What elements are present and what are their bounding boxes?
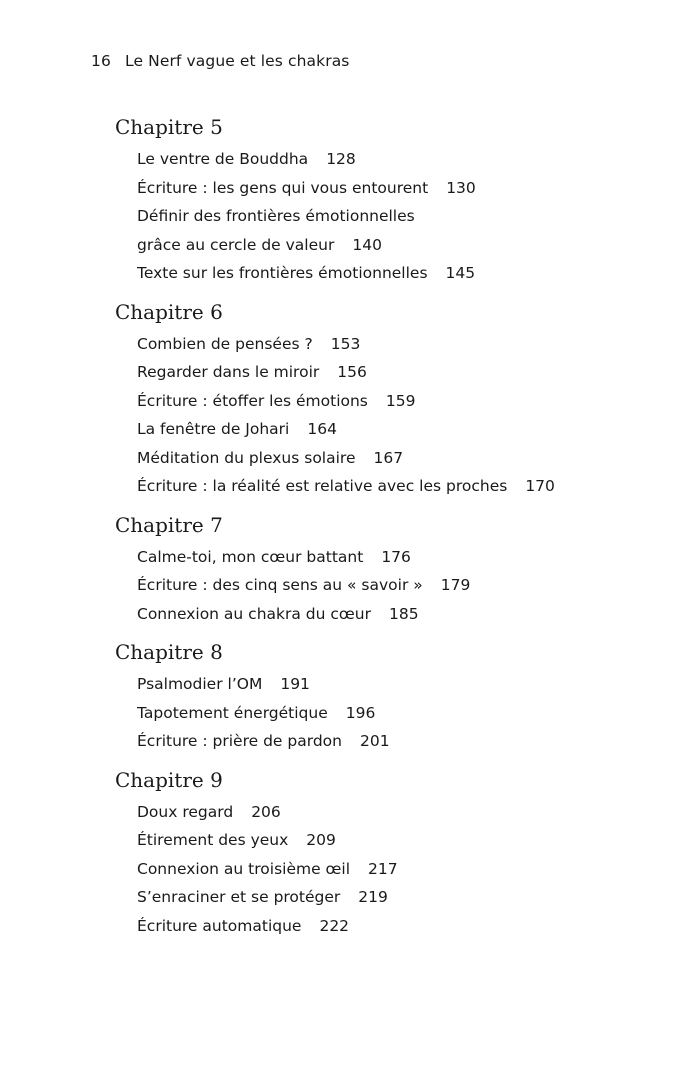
entry-title: Connexion au troisième œil — [137, 859, 351, 878]
toc-entry — [115, 571, 675, 600]
toc-entry — [115, 387, 675, 416]
entry-title: Psalmodier l’OM — [137, 675, 263, 693]
entry-page: 185 — [388, 604, 419, 623]
entry-title: Écriture : les gens qui vous entourent — [137, 178, 429, 197]
book-title: Le Nerf vague et les chakras — [125, 52, 350, 70]
entry-title: Doux regard — [137, 802, 234, 821]
entry-title: Combien de pensées ? — [137, 334, 313, 353]
toc-entry — [115, 883, 675, 912]
entry-page: 153 — [330, 334, 361, 353]
entry-title: Texte sur les frontières émotionnelles — [137, 264, 428, 282]
entry-page: 206 — [251, 802, 281, 821]
entry-title: Méditation du plexus solaire — [137, 448, 356, 467]
entry-page: 156 — [337, 363, 367, 381]
chapter-title: Chapitre 8 — [115, 640, 223, 664]
page-number: 16 — [91, 52, 111, 70]
chapter-title: Chapitre 9 — [115, 767, 223, 792]
chapter-title: Chapitre 5 — [115, 115, 223, 139]
toc-entry — [115, 670, 675, 699]
toc-entry — [115, 543, 675, 572]
toc-entry — [115, 259, 675, 288]
entry-title: Écriture : la réalité est relative avec les proches — [137, 477, 508, 495]
entry-page: 222 — [319, 916, 350, 935]
toc-entry — [115, 855, 675, 884]
entry-title: Le ventre de Bouddha — [137, 150, 309, 168]
toc-entry — [115, 444, 675, 473]
toc-entry — [115, 330, 675, 359]
entry-title: Écriture : des cinq sens au « savoir » — [137, 576, 423, 594]
entry-title: Écriture : prière de pardon — [137, 732, 342, 750]
entry-page: 159 — [385, 391, 416, 410]
toc-entry — [115, 358, 675, 387]
entry-title: Écriture : étoffer les émotions — [137, 391, 368, 410]
chapter-title: Chapitre 6 — [115, 299, 223, 324]
entry-title: Étirement des yeux — [137, 831, 289, 849]
toc-entry — [115, 472, 675, 501]
entry-title: grâce au cercle de valeur — [137, 235, 335, 254]
table-of-contents — [115, 112, 675, 949]
entry-page: 170 — [525, 477, 555, 495]
toc-entry — [115, 912, 675, 941]
toc-entry — [115, 727, 675, 756]
chapter-6 — [115, 297, 675, 501]
toc-entry — [115, 600, 675, 629]
entry-page: 191 — [280, 675, 310, 693]
toc-entry — [115, 826, 675, 855]
entry-page: 130 — [446, 178, 476, 197]
entry-page: 219 — [358, 888, 388, 906]
toc-entry — [115, 415, 675, 444]
entry-title: Définir des frontières émotionnelles — [137, 207, 415, 225]
chapter-title: Chapitre 7 — [115, 512, 223, 537]
entry-page: 145 — [445, 264, 476, 282]
toc-entry — [115, 798, 675, 827]
toc-entry — [115, 231, 675, 260]
toc-entry — [115, 699, 675, 728]
entry-page: 128 — [326, 150, 356, 168]
toc-entry — [115, 174, 675, 203]
chapter-8 — [115, 637, 675, 756]
entry-title: S’enraciner et se protéger — [137, 888, 341, 906]
entry-page: 209 — [306, 831, 336, 849]
entry-page: 179 — [440, 576, 471, 594]
running-header — [91, 52, 349, 70]
entry-title: La fenêtre de Johari — [137, 420, 290, 438]
entry-page: 176 — [381, 547, 411, 566]
entry-page: 201 — [359, 732, 390, 750]
entry-title: Écriture automatique — [137, 916, 302, 935]
chapter-5 — [115, 112, 675, 288]
entry-page: 217 — [368, 859, 398, 878]
entry-title: Calme-toi, mon cœur battant — [137, 547, 364, 566]
chapter-7 — [115, 510, 675, 629]
chapter-9 — [115, 765, 675, 941]
entry-page: 140 — [352, 235, 382, 254]
toc-entry — [115, 202, 675, 231]
entry-page: 164 — [307, 420, 337, 438]
toc-entry — [115, 145, 675, 174]
entry-title: Connexion au chakra du cœur — [137, 604, 371, 623]
entry-title: Regarder dans le miroir — [137, 363, 320, 381]
entry-page: 167 — [373, 448, 404, 467]
entry-title: Tapotement énergétique — [137, 703, 328, 722]
entry-page: 196 — [345, 703, 376, 722]
